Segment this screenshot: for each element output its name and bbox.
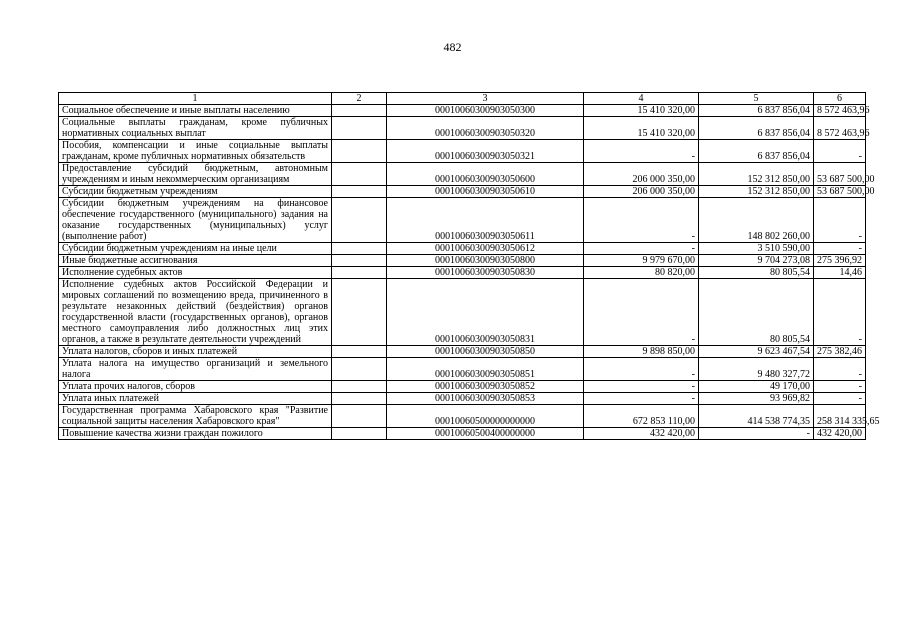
row-value-4: 9 898 850,00 [584,346,699,358]
table-row [59,346,866,358]
table-row [59,393,866,405]
row-value-6: - [814,198,866,243]
table-row [59,186,866,198]
row-value-6: - [814,140,866,163]
row-value-6: - [814,358,866,381]
row-value-4: - [584,140,699,163]
row-name: Исполнение судебных актов [59,267,332,279]
row-col2 [332,267,387,279]
row-value-4: 9 979 670,00 [584,255,699,267]
table-row [59,279,866,346]
row-col2 [332,186,387,198]
row-value-4: - [584,381,699,393]
row-value-5: - [699,428,814,440]
row-name: Уплата прочих налогов, сборов [59,381,332,393]
row-value-4: - [584,198,699,243]
row-col2 [332,358,387,381]
row-code: 00010060300903050831 [387,279,584,346]
col-header: 6 [814,93,866,105]
row-name: Предоставление субсидий бюджетным, автономным учреждениям и иным некоммерческим организациям [59,163,332,186]
row-value-6: 53 687 500,00 [814,186,866,198]
row-value-4: 80 820,00 [584,267,699,279]
row-code: 00010060300903050851 [387,358,584,381]
row-value-5: 152 312 850,00 [699,163,814,186]
row-name: Уплата налога на имущество организаций и земельного налога [59,358,332,381]
row-value-4: - [584,393,699,405]
row-value-5: 152 312 850,00 [699,186,814,198]
row-name: Уплата налогов, сборов и иных платежей [59,346,332,358]
row-name: Субсидии бюджетным учреждениям на иные цели [59,243,332,255]
table-row [59,243,866,255]
row-col2 [332,255,387,267]
row-col2 [332,279,387,346]
row-value-4: 206 000 350,00 [584,186,699,198]
row-value-6: - [814,279,866,346]
row-col2 [332,163,387,186]
row-code: 00010060300903050850 [387,346,584,358]
row-value-4: - [584,279,699,346]
row-value-5: 9 480 327,72 [699,358,814,381]
row-col2 [332,405,387,428]
row-value-6: 275 382,46 [814,346,866,358]
row-value-5: 9 704 273,08 [699,255,814,267]
row-value-4: 15 410 320,00 [584,117,699,140]
row-value-5: 49 170,00 [699,381,814,393]
row-code: 00010060500000000000 [387,405,584,428]
row-code: 00010060300903050800 [387,255,584,267]
col-header: 5 [699,93,814,105]
table-row [59,105,866,117]
row-name: Пособия, компенсации и иные социальные выплаты гражданам, кроме публичных нормативных обязательств [59,140,332,163]
row-value-6: 8 572 463,96 [814,117,866,140]
row-value-6: - [814,243,866,255]
row-name: Исполнение судебных актов Российской Федерации и мировых соглашений по возмещению вреда, причиненного в результате незаконных действий (бездействия) органов государственной власти (государственных органов), органов местного самоуправления либо должностных лиц этих органов, а также в результате деятельности учреждений [59,279,332,346]
row-col2 [332,381,387,393]
budget-table [58,92,880,440]
row-col2 [332,198,387,243]
row-value-5: 80 805,54 [699,279,814,346]
row-col2 [332,243,387,255]
row-value-4: - [584,358,699,381]
table-row [59,381,866,393]
table-row [59,117,866,140]
row-name: Повышение качества жизни граждан пожилого [59,428,332,440]
row-code: 00010060300903050300 [387,105,584,117]
row-value-5: 414 538 774,35 [699,405,814,428]
table-row [59,267,866,279]
row-name: Субсидии бюджетным учреждениям [59,186,332,198]
table-row [59,163,866,186]
table-row [59,428,866,440]
row-value-5: 6 837 856,04 [699,105,814,117]
row-value-5: 9 623 467,54 [699,346,814,358]
table-row [59,198,866,243]
row-value-5: 6 837 856,04 [699,117,814,140]
row-code: 00010060300903050321 [387,140,584,163]
row-value-4: - [584,243,699,255]
row-code: 00010060300903050853 [387,393,584,405]
row-col2 [332,428,387,440]
row-value-4: 672 853 110,00 [584,405,699,428]
row-col2 [332,140,387,163]
table-header-row [59,93,866,105]
row-name: Государственная программа Хабаровского края "Развитие социальной защиты населения Хабаровского края" [59,405,332,428]
row-code: 00010060300903050320 [387,117,584,140]
col-header: 4 [584,93,699,105]
row-col2 [332,346,387,358]
row-name: Социальные выплаты гражданам, кроме публичных нормативных социальных выплат [59,117,332,140]
table-row [59,405,866,428]
row-value-5: 148 802 260,00 [699,198,814,243]
table-row [59,140,866,163]
col-header: 3 [387,93,584,105]
row-code: 00010060300903050611 [387,198,584,243]
row-value-6: 432 420,00 [814,428,866,440]
table-row [59,255,866,267]
row-value-6: 275 396,92 [814,255,866,267]
row-col2 [332,105,387,117]
row-value-6: 53 687 500,00 [814,163,866,186]
row-value-5: 93 969,82 [699,393,814,405]
row-name: Субсидии бюджетным учреждениям на финансовое обеспечение государственного (муниципального) задания на оказание государственных (муниципальных) услуг (выполнение работ) [59,198,332,243]
row-col2 [332,117,387,140]
row-code: 00010060300903050610 [387,186,584,198]
row-value-5: 3 510 590,00 [699,243,814,255]
row-col2 [332,393,387,405]
row-value-4: 15 410 320,00 [584,105,699,117]
row-value-4: 206 000 350,00 [584,163,699,186]
col-header: 1 [59,93,332,105]
row-value-5: 6 837 856,04 [699,140,814,163]
table-row [59,358,866,381]
row-code: 00010060300903050600 [387,163,584,186]
row-code: 00010060500400000000 [387,428,584,440]
row-value-6: 14,46 [814,267,866,279]
row-value-6: 258 314 335,65 [814,405,866,428]
row-value-6: - [814,381,866,393]
page-number: 482 [443,40,462,54]
row-code: 00010060300903050852 [387,381,584,393]
row-value-6: - [814,393,866,405]
row-name: Уплата иных платежей [59,393,332,405]
row-value-4: 432 420,00 [584,428,699,440]
row-value-5: 80 805,54 [699,267,814,279]
row-name: Социальное обеспечение и иные выплаты населению [59,105,332,117]
row-code: 00010060300903050830 [387,267,584,279]
col-header: 2 [332,93,387,105]
row-name: Иные бюджетные ассигнования [59,255,332,267]
row-value-6: 8 572 463,96 [814,105,866,117]
row-code: 00010060300903050612 [387,243,584,255]
